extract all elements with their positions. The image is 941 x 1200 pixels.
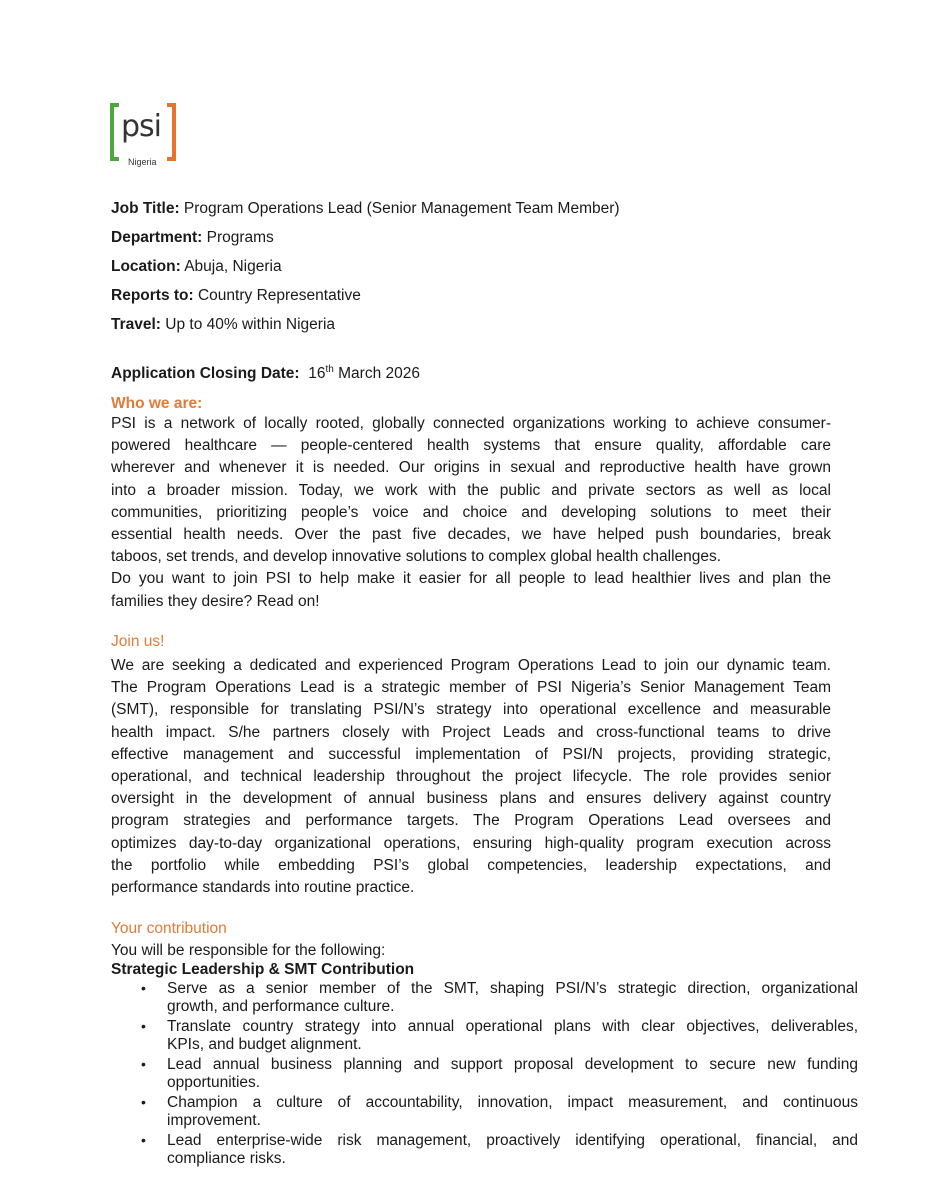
bullet-dot-icon: • [141,1132,146,1148]
location-label: Location: [111,258,181,275]
bullet-dot-icon: • [141,1018,146,1034]
who-we-are-paragraph [111,413,831,613]
bullet-line: compliance risks. [167,1149,286,1167]
join-line: effective management and successful implementation of PSI/N projects, providing strategic, [111,745,831,763]
bullet-dot-icon: • [141,980,146,996]
join-line: (SMT), responsible for translating PSI/N’s strategy into operational excellence and measurable [111,701,831,719]
bullet-line: Lead enterprise-wide risk management, proactively identifying operational, financial, and [167,1132,858,1149]
join-line: The Program Operations Lead is a strategic member of PSI Nigeria’s Senior Management Team [111,679,831,697]
join-line: optimizes day-to-day organizational operations, ensuring high-quality program execution across [111,834,831,852]
contribution-bullet-list [111,980,858,1170]
location-line [111,257,282,277]
closing-month-year: March 2026 [338,365,420,382]
closing-suffix: th [325,363,334,375]
join-line: operational, and technical leadership throughout the project lifecycle. The role provides senior [111,768,831,786]
who-line: PSI is a network of locally rooted, globally connected organizations working to achieve consumer- [111,415,831,432]
reports-to-label: Reports to: [111,287,194,304]
psi-nigeria-logo [110,103,176,165]
bullet-line: Lead annual business planning and support proposal development to secure new funding [167,1056,858,1073]
join-line: program strategies and performance targets. The Program Operations Lead oversees and [111,812,831,830]
who-line: into a broader mission. Today, we work with the public and private sectors as well as local [111,481,831,499]
contribution-heading: Your contribution [111,920,227,937]
bullet-line: Serve as a senior member of the SMT, shaping PSI/N’s strategic direction, organizational [167,980,858,997]
bullet-line: opportunities. [167,1073,261,1091]
bullet-line: Champion a culture of accountability, innovation, impact measurement, and continuous [167,1094,858,1111]
closing-date-label: Application Closing Date: [111,365,300,382]
who-line: powered healthcare — people-centered health systems that ensure quality, affordable care [111,437,831,455]
logo-green-bracket [110,103,119,161]
join-line: performance standards into routine practice. [111,879,415,897]
who-we-are-heading: Who we are: [111,395,203,412]
logo-text: psi [121,109,162,144]
job-title-line [111,199,620,219]
closing-day: 16 [308,365,326,382]
reports-to-value: Country Representative [197,287,361,304]
who-line: taboos, set trends, and develop innovative solutions to complex global health challenges. [111,548,722,566]
closing-date-line [111,364,420,384]
join-us-paragraph [111,655,831,899]
join-line: health impact. S/he partners closely with Project Leads and cross-functional teams to drive [111,723,831,741]
bullet-dot-icon: • [141,1094,146,1110]
travel-value: Up to 40% within Nigeria [165,316,336,333]
logo-subtitle: Nigeria [128,157,157,167]
bullet-line: Translate country strategy into annual operational plans with clear objectives, deliverables, [167,1018,858,1035]
list-item [111,1132,858,1167]
list-item [111,1018,858,1053]
bullet-line: improvement. [167,1111,261,1129]
join-line: the portfolio while embedding PSI’s global competencies, leadership expectations, and [111,856,831,874]
travel-label: Travel: [111,316,161,333]
job-title-label: Job Title: [111,200,180,217]
location-value: Abuja, Nigeria [184,258,282,275]
bullet-dot-icon: • [141,1056,146,1072]
contribution-intro: You will be responsible for the following: [111,942,386,959]
who-line: communities, prioritizing people’s voice and choice and developing solutions to meet their [111,503,831,521]
join-line: oversight in the development of annual business plans and ensures delivery against country [111,790,831,808]
who-line: essential health needs. Over the past five decades, we have helped push boundaries, break [111,526,831,544]
department-label: Department: [111,229,203,246]
list-item [111,980,858,1015]
strategic-leadership-subheading: Strategic Leadership & SMT Contribution [111,961,415,978]
who-line: wherever and whenever it is needed. Our origins in sexual and reproductive health have grown [111,459,831,477]
bullet-line: KPIs, and budget alignment. [167,1035,362,1053]
travel-line [111,315,335,335]
who-line: families they desire? Read on! [111,592,320,610]
bullet-line: growth, and performance culture. [167,997,395,1015]
job-title-value: Program Operations Lead (Senior Management Team Member) [183,200,620,217]
reports-to-line [111,286,361,306]
list-item [111,1094,858,1129]
list-item [111,1056,858,1091]
join-line: We are seeking a dedicated and experienced Program Operations Lead to join our dynamic team. [111,657,831,674]
join-us-heading: Join us! [111,633,165,650]
logo-orange-bracket [167,103,176,161]
department-value: Programs [206,229,274,246]
department-line [111,228,274,248]
who-line: Do you want to join PSI to help make it easier for all people to lead healthier lives and plan the [111,570,831,588]
